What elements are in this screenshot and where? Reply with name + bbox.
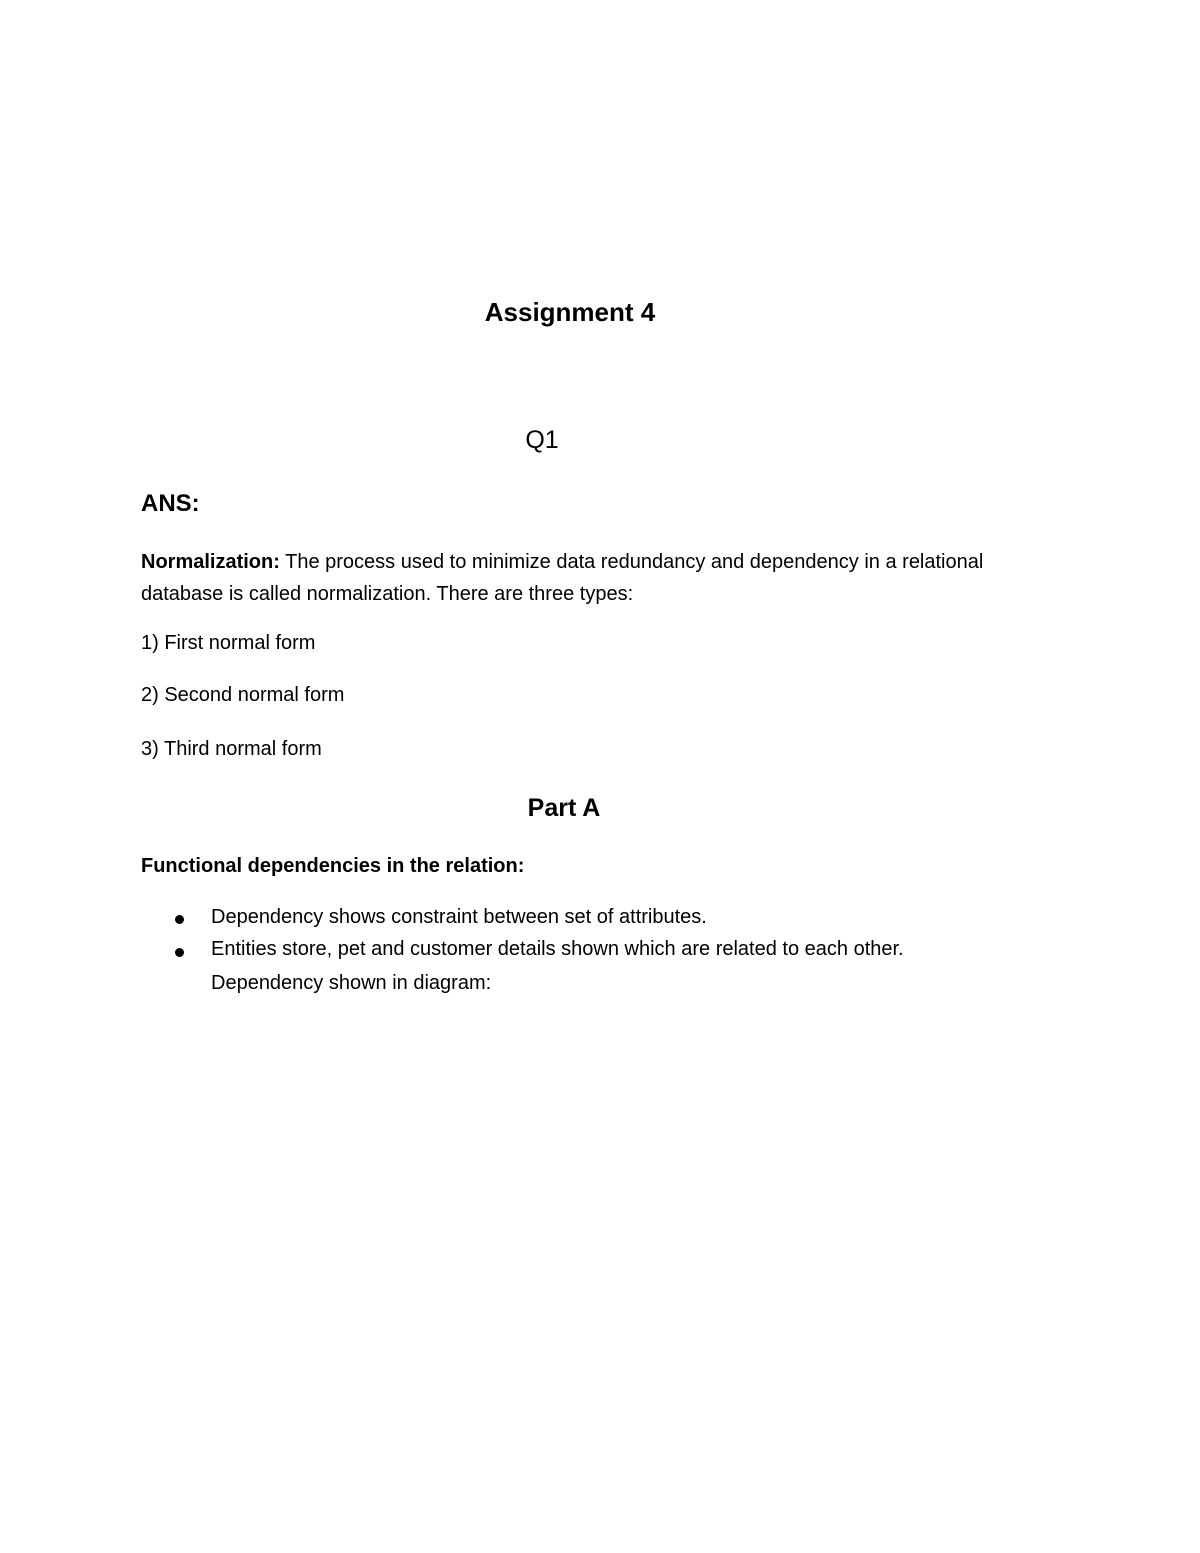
document-title: Assignment 4 [484,297,656,327]
normalization-paragraph-line-2: database is called normalization. There are three types: [141,583,634,605]
normal-form-item: 2) Second normal form [141,684,345,706]
functional-dependencies-heading: Functional dependencies in the relation: [141,855,525,877]
normalization-definition-line-1: The process used to minimize data redundancy and dependency in a relational [279,551,984,573]
normal-form-item: 1) First normal form [141,632,316,654]
answer-label: ANS: [141,490,200,517]
bullet-dot-icon [175,948,184,957]
normalization-paragraph-line-1 [141,548,983,576]
bullet-item: Entities store, pet and customer details shown which are related to each other. [211,938,904,960]
bullet-dot-icon [175,915,184,924]
normalization-term: Normalization: [141,551,280,573]
part-a-heading: Part A [527,794,601,822]
bullet-item: Dependency shows constraint between set of attributes. [211,906,707,928]
bullet-continuation: Dependency shown in diagram: [211,972,492,994]
normal-form-item: 3) Third normal form [141,738,322,760]
question-heading: Q1 [525,426,559,454]
